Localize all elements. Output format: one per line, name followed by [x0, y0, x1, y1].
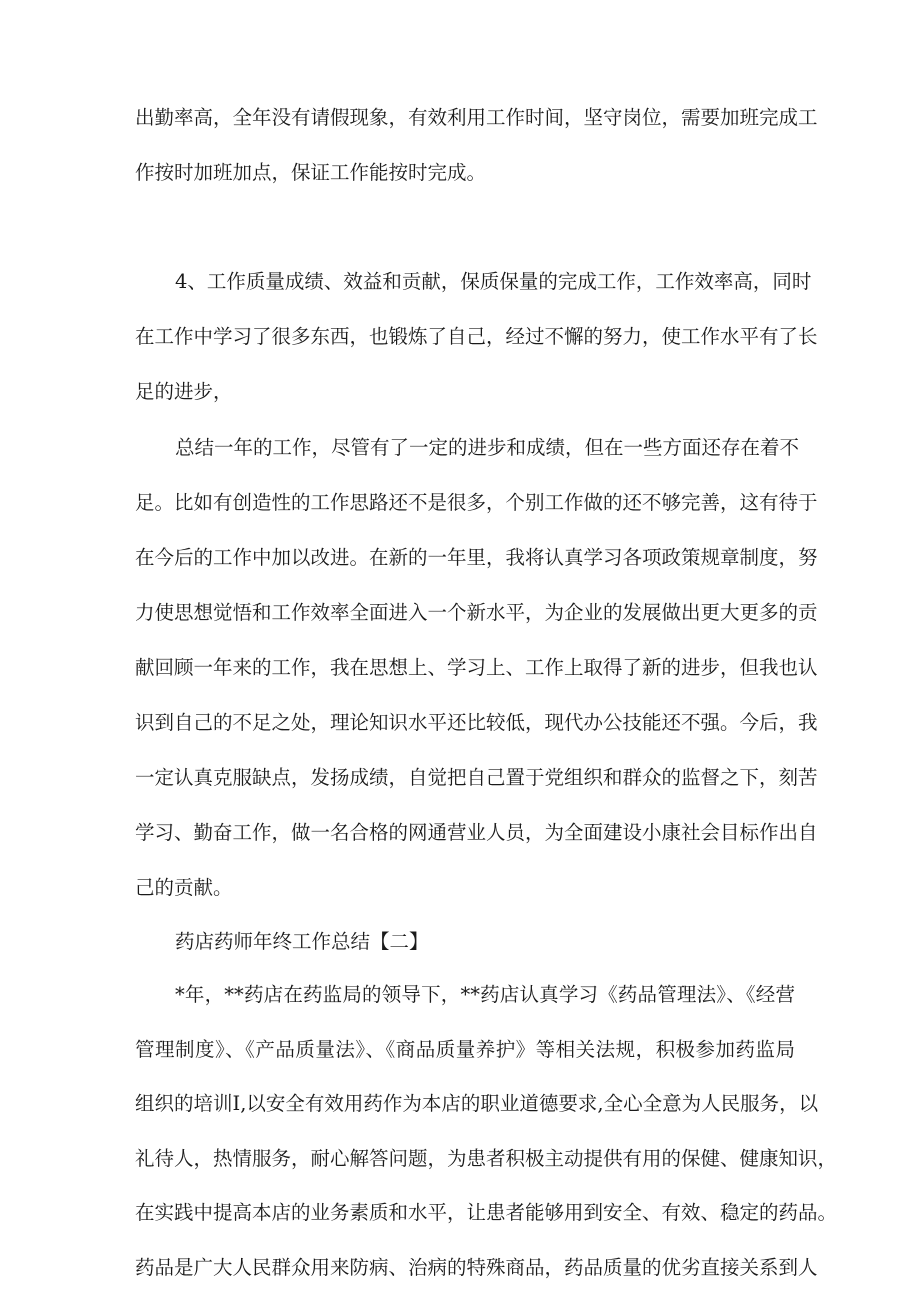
paragraph-3-line-8: 学习、勤奋工作，做一名合格的网通营业人员，为全面建设小康社会目标作出自 [135, 821, 818, 844]
section-heading: 药店药师年终工作总结【二】 [175, 930, 429, 953]
paragraph-1-line-2: 作按时加班加点，保证工作能按时完成。 [135, 161, 487, 184]
paragraph-4-line-4: 礼待人，热情服务，耐心解答问题，为患者积极主动提供有用的保健、健康知识， [135, 1147, 838, 1170]
paragraph-3-line-5: 献回顾一年来的工作，我在思想上、学习上、工作上取得了新的进步，但我也认 [135, 656, 818, 679]
paragraph-3-line-9: 己的贡献。 [135, 876, 233, 899]
paragraph-2-line-2: 在工作中学习了很多东西，也锻炼了自己，经过不懈的努力，使工作水平有了长 [135, 325, 818, 348]
paragraph-4-line-5: 在实践中提高本店的业务素质和水平，让患者能够用到安全、有效、稳定的药品。 [135, 1201, 838, 1224]
paragraph-4-line-3: 组织的培训I,以安全有效用药作为本店的职业道德要求,全心全意为人民服务，以 [135, 1092, 819, 1115]
paragraph-1-line-1: 出勤率高，全年没有请假现象，有效利用工作时间，坚守岗位，需要加班完成工 [135, 106, 818, 129]
paragraph-3-line-3: 在今后的工作中加以改进。在新的一年里，我将认真学习各项政策规章制度，努 [135, 546, 818, 569]
paragraph-4-line-2: 管理制度》、《产品质量法》、《商品质量养护》等相关法规，积极参加药监局 [135, 1038, 795, 1061]
paragraph-3-line-6: 识到自己的不足之处，理论知识水平还比较低，现代办公技能还不强。今后，我 [135, 711, 818, 734]
paragraph-4-line-1: *年，**药店在药监局的领导下，**药店认真学习《药品管理法》、《经营 [175, 983, 795, 1006]
paragraph-3-line-4: 力使思想觉悟和工作效率全面进入一个新水平，为企业的发展做出更大更多的贡 [135, 601, 818, 624]
paragraph-3-line-7: 一定认真克服缺点，发扬成绩，自觉把自己置于党组织和群众的监督之下，刻苦 [135, 766, 818, 789]
paragraph-2-line-3: 足的进步， [135, 380, 233, 403]
paragraph-3-line-2: 足。比如有创造性的工作思路还不是很多，个别工作做的还不够完善，这有待于 [135, 491, 818, 514]
paragraph-2-line-1: 4、工作质量成绩、效益和贡献，保质保量的完成工作，工作效率高，同时 [175, 270, 812, 293]
paragraph-4-line-6: 药品是广大人民群众用来防病、治病的特殊商品，药品质量的优劣直接关系到人 [135, 1256, 818, 1279]
paragraph-3-line-1: 总结一年的工作，尽管有了一定的进步和成绩，但在一些方面还存在着不 [175, 436, 800, 459]
